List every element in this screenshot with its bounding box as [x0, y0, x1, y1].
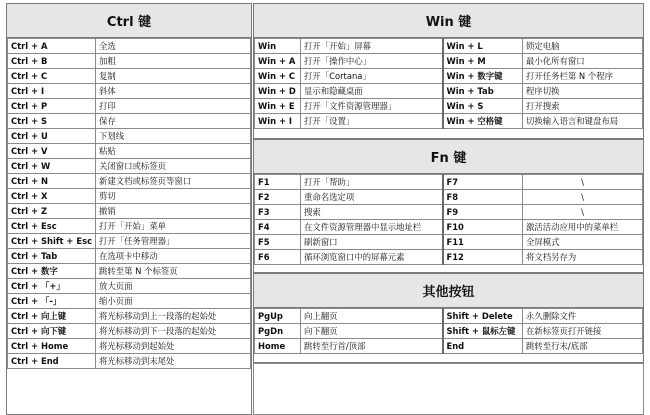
- shortcut-key: Shift + 鼠标左键: [443, 324, 523, 339]
- shortcut-description: 将光标移动到末尾处: [96, 354, 251, 369]
- shortcut-key: Ctrl + Shift + Esc: [8, 234, 96, 249]
- table-row: [8, 204, 251, 219]
- table-row: [255, 39, 643, 54]
- table-row: [8, 129, 251, 144]
- shortcut-key: Win + 空格键: [443, 114, 523, 129]
- table-row: [255, 339, 643, 354]
- shortcut-description: 将光标移动到下一段落的起始处: [96, 324, 251, 339]
- shortcut-key: Ctrl + X: [8, 189, 96, 204]
- shortcut-description: 激活活动应用中的菜单栏: [523, 220, 643, 235]
- table-row: [8, 264, 251, 279]
- table-row: [255, 99, 643, 114]
- table-row: [8, 219, 251, 234]
- ctrl-table: [7, 38, 251, 369]
- shortcut-description: 粘贴: [96, 144, 251, 159]
- shortcut-key: Ctrl + P: [8, 99, 96, 114]
- shortcut-description: 最小化所有窗口: [523, 54, 643, 69]
- shortcut-description: 缩小页面: [96, 294, 251, 309]
- shortcut-description: 将光标移动到上一段落的起始处: [96, 309, 251, 324]
- shortcut-key: Ctrl + 数字: [8, 264, 96, 279]
- shortcut-key: F9: [443, 205, 523, 220]
- shortcut-description: 打开「开始」屏幕: [301, 39, 443, 54]
- shortcut-key: F1: [255, 175, 301, 190]
- shortcut-description: 打开搜索: [523, 99, 643, 114]
- shortcut-description: 在新标签页打开链接: [523, 324, 643, 339]
- shortcut-description: 打开「设置」: [301, 114, 443, 129]
- shortcut-key: Win + D: [255, 84, 301, 99]
- shortcut-key: Win + L: [443, 39, 523, 54]
- table-row: [255, 114, 643, 129]
- shortcut-key: F3: [255, 205, 301, 220]
- shortcut-key: Ctrl + A: [8, 39, 96, 54]
- shortcut-key: Ctrl + Esc: [8, 219, 96, 234]
- shortcut-description: 跳转至第 N 个标签页: [96, 264, 251, 279]
- shortcut-description: 剪切: [96, 189, 251, 204]
- table-row: [255, 69, 643, 84]
- shortcut-key: Win + I: [255, 114, 301, 129]
- table-row: [8, 234, 251, 249]
- shortcut-description: 永久删除文件: [523, 309, 643, 324]
- shortcut-key: Ctrl + Tab: [8, 249, 96, 264]
- shortcut-description: \: [523, 175, 643, 190]
- shortcut-description: 放大页面: [96, 279, 251, 294]
- shortcut-key: PgDn: [255, 324, 301, 339]
- shortcut-description: 向下翻页: [301, 324, 443, 339]
- table-row: [8, 339, 251, 354]
- table-row: [8, 69, 251, 84]
- table-row: [8, 174, 251, 189]
- shortcut-description: 斜体: [96, 84, 251, 99]
- ctrl-panel: [6, 3, 252, 415]
- ctrl-panel-title: Ctrl 键: [7, 4, 251, 38]
- shortcut-description: 关闭窗口或标签页: [96, 159, 251, 174]
- shortcut-description: 在选项卡中移动: [96, 249, 251, 264]
- shortcut-key: Ctrl + Home: [8, 339, 96, 354]
- table-row: [255, 250, 643, 265]
- table-row: [8, 279, 251, 294]
- table-row: [255, 205, 643, 220]
- shortcut-key: Shift + Delete: [443, 309, 523, 324]
- table-row: [255, 54, 643, 69]
- shortcut-description: 跳转至行末/底部: [523, 339, 643, 354]
- shortcut-description: 重命名选定项: [301, 190, 443, 205]
- shortcut-key: F4: [255, 220, 301, 235]
- shortcut-description: 打开「帮助」: [301, 175, 443, 190]
- fn-panel-title: Fn 键: [254, 140, 643, 174]
- table-row: [8, 159, 251, 174]
- table-row: [255, 84, 643, 99]
- table-row: [8, 324, 251, 339]
- shortcut-description: 新建文档或标签页等窗口: [96, 174, 251, 189]
- shortcut-description: 撤销: [96, 204, 251, 219]
- shortcut-key: Ctrl + Z: [8, 204, 96, 219]
- table-row: [8, 309, 251, 324]
- shortcut-description: 程序切换: [523, 84, 643, 99]
- shortcut-key: F6: [255, 250, 301, 265]
- shortcut-key: F10: [443, 220, 523, 235]
- table-row: [8, 144, 251, 159]
- shortcut-description: 打开「Cortana」: [301, 69, 443, 84]
- other-panel: [253, 273, 644, 363]
- shortcut-description: \: [523, 205, 643, 220]
- table-row: [8, 294, 251, 309]
- shortcut-description: 刷新窗口: [301, 235, 443, 250]
- win-panel: [253, 3, 644, 139]
- shortcut-key: Ctrl + 「+」: [8, 279, 96, 294]
- table-row: [8, 249, 251, 264]
- shortcut-key: F12: [443, 250, 523, 265]
- shortcut-description: 跳转至行首/顶部: [301, 339, 443, 354]
- shortcut-key: F7: [443, 175, 523, 190]
- shortcut-description: 循环浏览窗口中的屏幕元素: [301, 250, 443, 265]
- fn-table: [254, 174, 643, 265]
- table-row: [255, 324, 643, 339]
- shortcut-key: Ctrl + I: [8, 84, 96, 99]
- shortcut-key: Win + A: [255, 54, 301, 69]
- shortcut-description: 将文档另存为: [523, 250, 643, 265]
- shortcut-key: Win + Tab: [443, 84, 523, 99]
- other-panel-title: 其他按钮: [254, 274, 643, 308]
- shortcut-key: Ctrl + 「-」: [8, 294, 96, 309]
- table-row: [8, 84, 251, 99]
- win-table: [254, 38, 643, 129]
- table-row: [8, 114, 251, 129]
- shortcut-key: Ctrl + 向下键: [8, 324, 96, 339]
- shortcut-description: 加粗: [96, 54, 251, 69]
- table-row: [255, 235, 643, 250]
- table-row: [255, 175, 643, 190]
- shortcut-key: Ctrl + 向上键: [8, 309, 96, 324]
- shortcut-description: 打开「操作中心」: [301, 54, 443, 69]
- table-row: [255, 190, 643, 205]
- shortcut-key: Win + M: [443, 54, 523, 69]
- shortcut-description: 切换输入语言和键盘布局: [523, 114, 643, 129]
- shortcut-key: Home: [255, 339, 301, 354]
- shortcut-description: 在文件资源管理器中显示地址栏: [301, 220, 443, 235]
- other-table: [254, 308, 643, 354]
- shortcut-description: 全选: [96, 39, 251, 54]
- shortcut-key: PgUp: [255, 309, 301, 324]
- shortcut-key: Ctrl + N: [8, 174, 96, 189]
- shortcut-key: Ctrl + V: [8, 144, 96, 159]
- table-row: [8, 39, 251, 54]
- shortcut-description: 打开任务栏第 N 个程序: [523, 69, 643, 84]
- shortcut-description: 复制: [96, 69, 251, 84]
- shortcut-description: 打开「开始」菜单: [96, 219, 251, 234]
- shortcut-key: F11: [443, 235, 523, 250]
- shortcut-description: 锁定电脑: [523, 39, 643, 54]
- shortcut-key: Ctrl + U: [8, 129, 96, 144]
- shortcut-key: Ctrl + W: [8, 159, 96, 174]
- shortcut-key: Ctrl + End: [8, 354, 96, 369]
- shortcut-key: F2: [255, 190, 301, 205]
- shortcut-description: \: [523, 190, 643, 205]
- table-row: [8, 189, 251, 204]
- table-row: [255, 220, 643, 235]
- shortcut-key: F8: [443, 190, 523, 205]
- shortcut-description: 搜索: [301, 205, 443, 220]
- shortcut-key: Win + S: [443, 99, 523, 114]
- shortcut-description: 向上翻页: [301, 309, 443, 324]
- shortcut-key: Ctrl + C: [8, 69, 96, 84]
- win-panel-title: Win 键: [254, 4, 643, 38]
- empty-area: [253, 363, 644, 415]
- fn-panel: [253, 139, 644, 273]
- shortcut-key: F5: [255, 235, 301, 250]
- shortcut-description: 全屏模式: [523, 235, 643, 250]
- shortcut-key: Win: [255, 39, 301, 54]
- shortcut-description: 保存: [96, 114, 251, 129]
- shortcut-key: End: [443, 339, 523, 354]
- table-row: [255, 309, 643, 324]
- shortcut-description: 打开「任务管理器」: [96, 234, 251, 249]
- shortcut-key: Ctrl + B: [8, 54, 96, 69]
- shortcut-key: Ctrl + S: [8, 114, 96, 129]
- table-row: [8, 99, 251, 114]
- shortcut-description: 显示和隐藏桌面: [301, 84, 443, 99]
- shortcut-key: Win + 数字键: [443, 69, 523, 84]
- table-row: [8, 354, 251, 369]
- table-row: [8, 54, 251, 69]
- shortcut-key: Win + E: [255, 99, 301, 114]
- shortcut-description: 打开「文件资源管理器」: [301, 99, 443, 114]
- shortcut-description: 打印: [96, 99, 251, 114]
- shortcut-description: 将光标移动到起始处: [96, 339, 251, 354]
- shortcut-description: 下划线: [96, 129, 251, 144]
- shortcut-key: Win + C: [255, 69, 301, 84]
